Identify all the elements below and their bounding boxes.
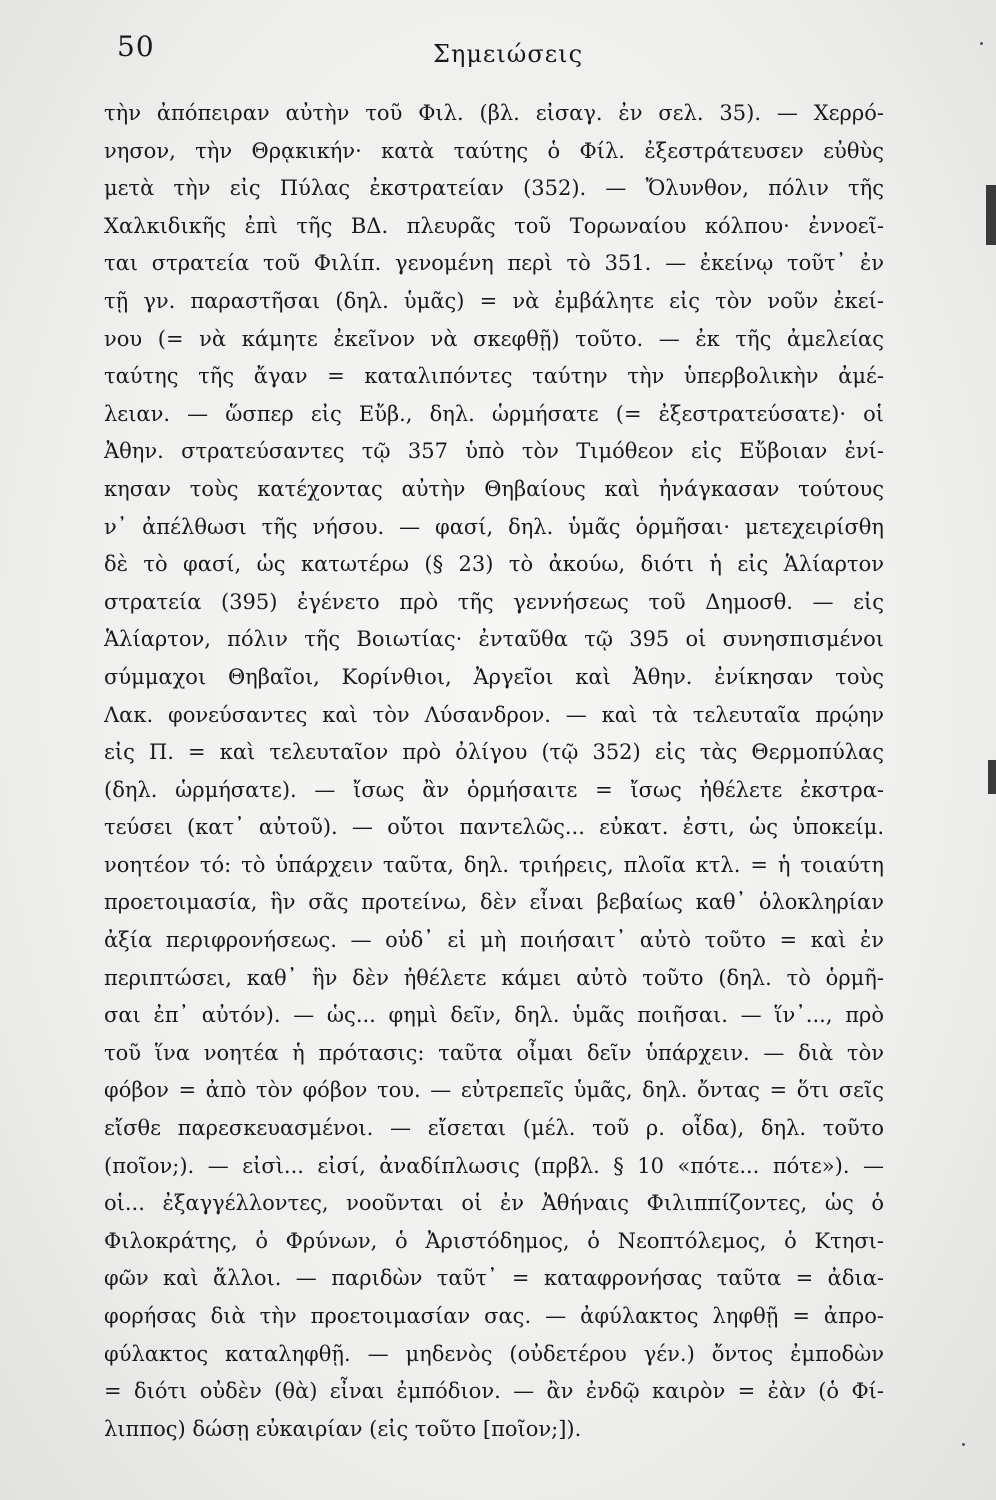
text-line: νοητέον τό: τὸ ὑπάρχειν ταῦτα, δηλ. τριήρεις, πλοῖα κτλ. = ἡ τοιαύτη bbox=[104, 852, 884, 877]
text-line: περιπτώσει, καθ᾿ ἣν δὲν ἠθέλετε κάμει αὐτὸ τοῦτο (δηλ. τὸ ὁρμῆ- bbox=[104, 965, 884, 990]
text-line: νησον, τὴν Θρᾳκικήν· κατὰ ταύτης ὁ Φίλ. ἐξεστράτευσεν εὐθὺς bbox=[104, 138, 884, 163]
text-line: (ποῖον;). — εἰσὶ... εἰσί, ἀναδίπλωσις (πρβλ. § 10 «πότε... πότε»). — bbox=[104, 1153, 884, 1178]
page-number: 50 bbox=[117, 30, 155, 63]
text-line: εἰς Π. = καὶ τελευταῖον πρὸ ὀλίγου (τῷ 352) εἰς τὰς Θερμοπύλας bbox=[104, 740, 884, 765]
text-line: Λακ. φονεύσαντες καὶ τὸν Λύσανδρον. — καὶ τὰ τελευταῖα πρῴην bbox=[104, 702, 884, 727]
text-line: φύλακτος καταληφθῇ. — μηδενὸς (οὐδετέρου γέν.) ὄντος ἐμποδὼν bbox=[104, 1341, 884, 1366]
text-line: τῇ γν. παραστῆσαι (δηλ. ὑμᾶς) = νὰ ἐμβάλητε εἰς τὸν νοῦν ἐκεί- bbox=[104, 288, 884, 313]
text-line: τὴν ἀπόπειραν αὐτὴν τοῦ Φιλ. (βλ. εἰσαγ. ἐν σελ. 35). — Χερρό- bbox=[104, 101, 884, 125]
text-line: προετοιμασία, ἣν σᾶς προτείνω, δὲν εἶναι βεβαίως καθ᾿ ὁλοκληρίαν bbox=[104, 890, 884, 915]
text-line: νου (= νὰ κάμητε ἐκεῖνον νὰ σκεφθῇ) τοῦτο. — ἐκ τῆς ἀμελείας bbox=[104, 326, 884, 351]
text-line: εἴσθε παρεσκευασμένοι. — εἴσεται (μέλ. τοῦ ρ. οἶδα), δηλ. τοῦτο bbox=[104, 1116, 884, 1141]
text-line: = διότι οὐδὲν (θὰ) εἶναι ἐμπόδιον. — ἂν ἐνδῷ καιρὸν = ἐὰν (ὁ Φί- bbox=[104, 1379, 884, 1404]
text-line: μετὰ τὴν εἰς Πύλας ἐκστρατείαν (352). — Ὄλυνθον, πόλιν τῆς bbox=[104, 176, 884, 201]
text-line: Ἁλίαρτον, πόλιν τῆς Βοιωτίας· ἐνταῦθα τῷ 395 οἱ συνησπισμένοι bbox=[104, 627, 884, 652]
paper-speck bbox=[980, 42, 983, 45]
text-line: Ἀθην. στρατεύσαντες τῷ 357 ὑπὸ τὸν Τιμόθεον εἰς Εὔβοιαν ἐνί- bbox=[104, 439, 884, 464]
text-line: φόβον = ἀπὸ τὸν φόβον του. — εὐτρεπεῖς ὑμᾶς, δηλ. ὄντας = ὅτι σεῖς bbox=[104, 1078, 884, 1103]
text-line: κησαν τοὺς κατέχοντας αὐτὴν Θηβαίους καὶ ἠνάγκασαν τούτους bbox=[104, 476, 884, 501]
paper-speck bbox=[962, 1443, 965, 1446]
text-line: Φιλοκράτης, ὁ Φρύνων, ὁ Ἀριστόδημος, ὁ Νεοπτόλεμος, ὁ Κτησι- bbox=[104, 1228, 884, 1253]
text-line: τεύσει (κατ᾿ αὐτοῦ). — οὔτοι παντελῶς... εὐκατ. ἐστι, ὡς ὑποκείμ. bbox=[104, 815, 884, 840]
text-line: ἀξία περιφρονήσεως. — οὐδ᾿ εἰ μὴ ποιήσαιτ᾿ αὐτὸ τοῦτο = καὶ ἐν bbox=[104, 928, 884, 953]
text-line: Χαλκιδικῆς ἐπὶ τῆς ΒΔ. πλευρᾶς τοῦ Τορωναίου κόλπου· ἐννοεῖ- bbox=[104, 213, 884, 238]
text-line: δὲ τὸ φασί, ὡς κατωτέρω (§ 23) τὸ ἀκούω, διότι ἡ εἰς Ἁλίαρτον bbox=[104, 552, 884, 577]
scan-edge-mark bbox=[986, 185, 996, 245]
text-line: (δηλ. ὡρμήσατε). — ἴσως ἂν ὁρμήσαιτε = ἴσως ἠθέλετε ἐκστρα- bbox=[104, 777, 884, 802]
running-title: Σημειώσεις bbox=[432, 40, 584, 68]
text-line: φορήσας διὰ τὴν προετοιμασίαν σας. — ἀφύλακτος ληφθῇ = ἀπρο- bbox=[104, 1304, 884, 1328]
text-line: οἱ... ἐξαγγέλλοντες, νοοῦνται οἱ ἐν Ἀθήναις Φιλιππίζοντες, ὡς ὁ bbox=[104, 1191, 884, 1216]
text-line: σύμμαχοι Θηβαῖοι, Κορίνθιοι, Ἀργεῖοι καὶ Ἀθην. ἐνίκησαν τοὺς bbox=[104, 664, 884, 689]
text-line: ται στρατεία τοῦ Φιλίπ. γενομένη περὶ τὸ 351. — ἐκείνῳ τοῦτ᾿ ἐν bbox=[104, 251, 884, 276]
text-line: φῶν καὶ ἄλλοι. — παριδὼν ταῦτ᾿ = καταφρονήσας ταῦτα = ἀδια- bbox=[104, 1266, 884, 1291]
text-line: τοῦ ἵνα νοητέα ἡ πρότασις: ταῦτα οἶμαι δεῖν ὑπάρχειν. — διὰ τὸν bbox=[104, 1040, 884, 1065]
text-line: ν᾿ ἀπέλθωσι τῆς νήσου. — φασί, δηλ. ὑμᾶς ὁρμῆσαι· μετεχειρίσθη bbox=[104, 514, 884, 539]
scan-edge-mark bbox=[988, 760, 996, 794]
text-line: λιππος) δώσῃ εὐκαιρίαν (εἰς τοῦτο [ποῖον;]). bbox=[104, 1416, 582, 1441]
body-text bbox=[104, 95, 884, 1448]
text-line: σαι ἐπ᾿ αὐτόν). — ὡς... φημὶ δεῖν, δηλ. ὑμᾶς ποιῆσαι. — ἵν᾿..., πρὸ bbox=[104, 1003, 884, 1028]
text-line: στρατεία (395) ἐγένετο πρὸ τῆς γεννήσεως τοῦ Δημοσθ. — εἰς bbox=[104, 589, 884, 614]
text-line: λειαν. — ὥσπερ εἰς Εὔβ., δηλ. ὡρμήσατε (= ἐξεστρατεύσατε)· οἱ bbox=[104, 401, 884, 426]
text-line: ταύτης τῆς ἄγαν = καταλιπόντες ταύτην τὴν ὑπερβολικὴν ἀμέ- bbox=[104, 364, 884, 389]
